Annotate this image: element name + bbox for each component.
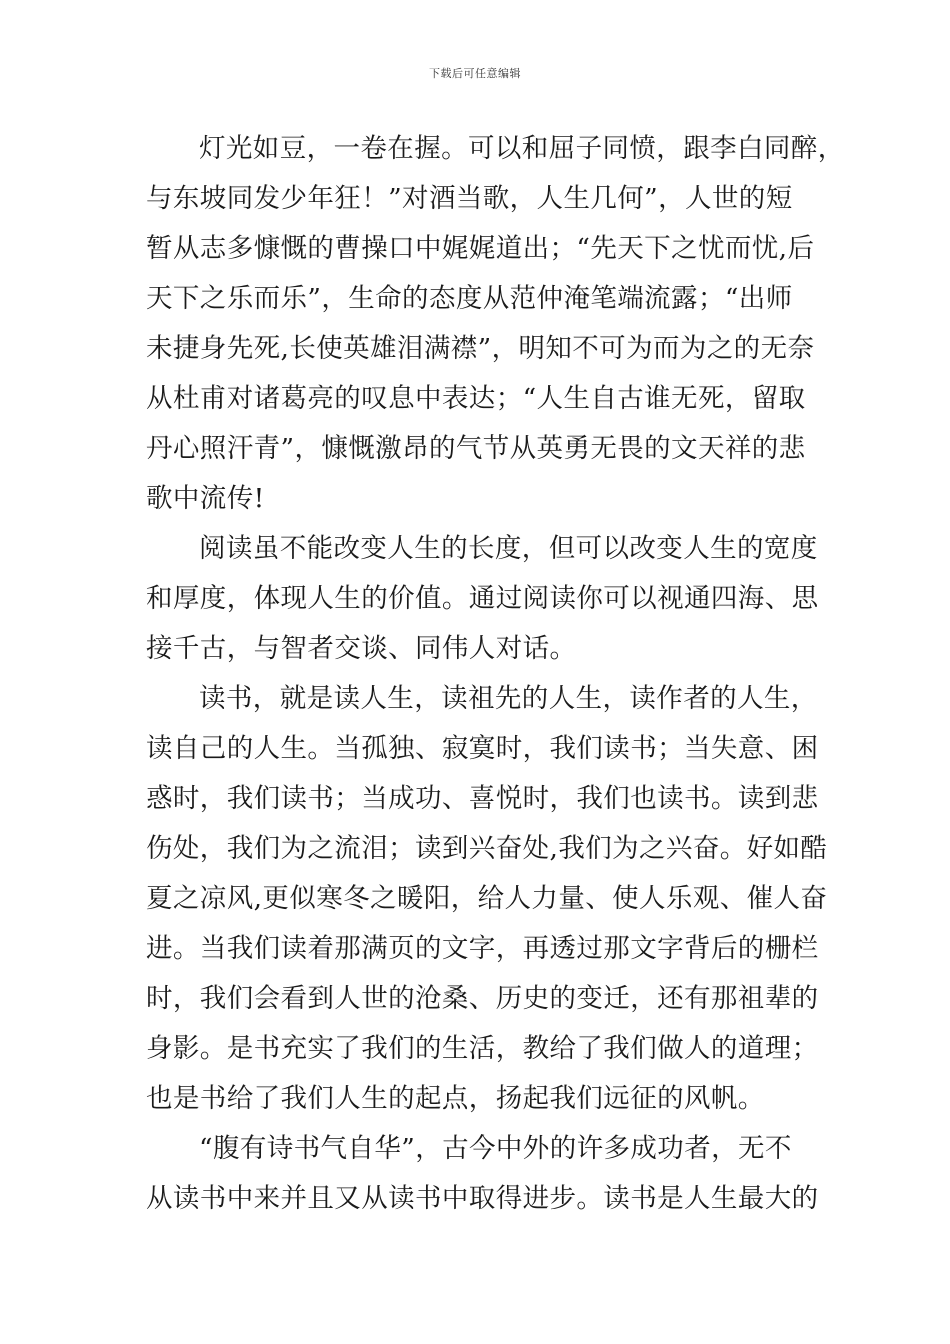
text-line: 从杜甫对诸葛亮的叹息中表达；“人生自古谁无死，留取 [146, 383, 806, 414]
page-header: 下载后可任意编辑 [429, 67, 521, 80]
text-line: 也是书给了我们人生的起点，扬起我们远征的风帆。 [146, 1083, 765, 1114]
text-line: 时，我们会看到人世的沧桑、历史的变迁，还有那祖辈的 [146, 983, 819, 1014]
paragraph-2 [146, 524, 836, 674]
text-line: 接千古，与智者交谈、同伟人对话。 [146, 633, 577, 664]
text-line: 天下之乐而乐”，生命的态度从范仲淹笔端流露；“出师 [146, 283, 793, 314]
text-line: 歌中流传! [146, 483, 265, 514]
paragraph-3 [146, 674, 836, 1124]
text-line: 从读书中来并且又从读书中取得进步。读书是人生最大的 [146, 1183, 819, 1214]
text-line: 读书，就是读人生，读祖先的人生，读作者的人生， [199, 683, 818, 714]
text-line: 夏之凉风,更似寒冬之暖阳，给人力量、使人乐观、催人奋 [146, 883, 828, 914]
text-line: 和厚度，体现人生的价值。通过阅读你可以视通四海、思 [146, 583, 819, 614]
text-line: “腹有诗书气自华”，古今中外的许多成功者，无不 [199, 1133, 792, 1164]
text-line: 进。当我们读着那满页的文字，再透过那文字背后的栅栏 [146, 933, 819, 964]
paragraph-1 [146, 124, 845, 524]
text-line: 与东坡同发少年狂！”对酒当歌，人生几何”，人世的短 [146, 183, 793, 214]
text-line: 身影。是书充实了我们的生活，教给了我们做人的道理； [146, 1033, 819, 1064]
text-line: 读自己的人生。当孤独、寂寞时，我们读书；当失意、困 [146, 733, 819, 764]
paragraph-4 [146, 1124, 836, 1224]
text-line: 惑时，我们读书；当成功、喜悦时，我们也读书。读到悲 [146, 783, 819, 814]
text-line: 丹心照汗青”，慷慨激昂的气节从英勇无畏的文天祥的悲 [146, 433, 806, 464]
document-body [146, 124, 845, 1224]
text-line: 灯光如豆，一卷在握。可以和屈子同愤，跟李白同醉， [199, 133, 845, 164]
text-line: 阅读虽不能改变人生的长度，但可以改变人生的宽度 [199, 533, 818, 564]
text-line: 未捷身先死,长使英雄泪满襟”，明知不可为而为之的无奈 [146, 333, 815, 364]
text-line: 暂从志多慷慨的曹操口中娓娓道出；“先天下之忧而忧,后 [146, 233, 815, 264]
text-line: 伤处，我们为之流泪；读到兴奋处,我们为之兴奋。好如酷 [146, 833, 828, 864]
